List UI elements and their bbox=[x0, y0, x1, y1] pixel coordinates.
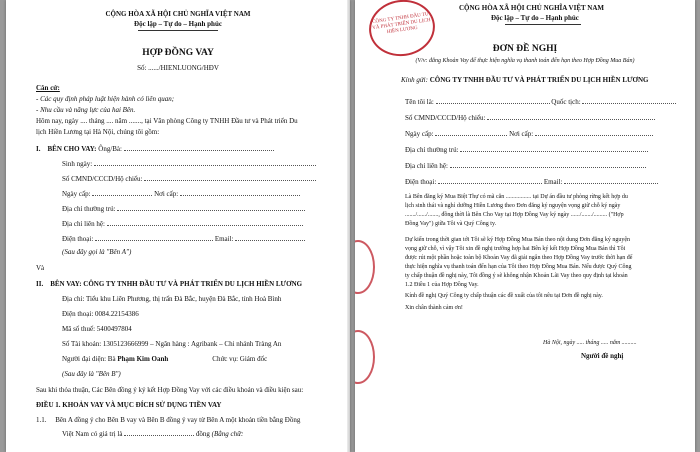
company-stamp: CÔNG TY TNHH ĐẦU TƯ VÀ PHÁT TRIỂN DU LỊCH HIỀN LƯƠNG bbox=[365, 0, 438, 60]
party-b-tax: Mã số thuế: 5400497804 bbox=[62, 325, 132, 333]
motto-underline bbox=[505, 24, 581, 25]
party-a-heading: I. BÊN CHO VAY: Ông/Bà: bbox=[36, 143, 274, 153]
party-a-dob: Sinh ngày: bbox=[62, 158, 316, 168]
motto-underline bbox=[138, 30, 218, 31]
signer-label: Người đề nghị bbox=[581, 352, 624, 360]
party-a-contact: Địa chỉ liên hệ: bbox=[62, 218, 303, 228]
applicant-name: Tên tôi là: Quốc tịch: bbox=[405, 96, 676, 106]
motto: Độc lập – Tự do – Hạnh phúc bbox=[134, 20, 222, 28]
and-label: Và bbox=[36, 264, 45, 272]
party-a-phone: Điện thoại: Email: bbox=[62, 233, 305, 243]
party-a-note: (Sau đây gọi là "Bên A") bbox=[62, 248, 132, 256]
party-a-id: Số CMND/CCCD/Hộ chiếu: bbox=[62, 173, 316, 183]
motto: Độc lập – Tự do – Hạnh phúc bbox=[491, 14, 579, 22]
request-page bbox=[355, 0, 695, 452]
basis-item-1: - Các quy định pháp luật hiện hành có liên quan; bbox=[36, 95, 175, 103]
recipient: Kính gửi: CÔNG TY TNHH ĐẦU TƯ VÀ PHÁT TRIỂN DU LỊCH HIỀN LƯƠNG bbox=[401, 76, 649, 84]
basis-item-2: - Nhu cầu và năng lực của hai Bên. bbox=[36, 106, 136, 114]
thanks-line: Xin chân thành cảm ơn! bbox=[405, 305, 463, 311]
republic-header: CỘNG HÒA XÃ HỘI CHỦ NGHĨA VIỆT NAM bbox=[459, 4, 605, 12]
applicant-id: Số CMND/CCCD/Hộ chiếu: bbox=[405, 112, 655, 122]
party-b-address: Địa chỉ: Tiểu khu Liên Phương, thị trấn Đà Bắc, huyện Đà Bắc, tỉnh Hoà Bình bbox=[62, 295, 282, 303]
applicant-contact: Địa chỉ liên hệ: bbox=[405, 160, 646, 170]
contract-page bbox=[6, 0, 350, 452]
request-subtitle: (V/v: đăng Khoản Vay để thực hiện nghĩa vụ thanh toán đến hạn theo Hợp Đồng Mua Bán) bbox=[415, 58, 635, 64]
applicant-issue: Ngày cấp: Nơi cấp: bbox=[405, 128, 653, 138]
request-title: ĐƠN ĐỀ NGHỊ bbox=[492, 44, 558, 54]
party-b-heading: II. BÊN VAY: CÔNG TY TNHH ĐẦU TƯ VÀ PHÁT TRIỂN DU LỊCH HIỀN LƯƠNG bbox=[36, 280, 303, 288]
paragraph-2: Dự kiến trong thời gian tới Tôi sẽ ký Hợp Đồng Mua Bán theo nội dung Đơn đăng ký nguyện vọng giữ chỗ, vì vậy Tôi xin đề nghị trường hợp hai Bên ký kết Hợp Đồng Mua Bán thì Tôi được rút một phần hoặc toàn bộ Khoản Vay đã giải ngân theo Hợp Đồng Vay trước thời hạn để thực hiện nghĩa vụ thanh toán đến hạn của Tôi theo Hợp Đồng Mua Bán. Nếu được Quý Công ty chấp thuận đề nghị này, Tôi đồng ý sẽ không nhận Khoản Lãi Vay theo quy định tại khoản 1.2 Điều 1 của Hợp Đồng Vay. bbox=[405, 237, 633, 288]
intro-line-1: Hôm nay, ngày .... tháng .... năm ......., tại Văn phòng Công ty TNHH Đầu tư và Phát triển Du bbox=[36, 117, 298, 125]
stamp-fragment bbox=[355, 240, 375, 294]
article-1-heading: ĐIỀU 1. KHOẢN VAY VÀ MỤC ĐÍCH SỬ DỤNG TIỀN VAY bbox=[36, 401, 222, 409]
article-1-1-line-1: 1.1. Bên A đồng ý cho Bên B vay và Bên B đồng ý vay từ Bên A một khoản tiền bằng Đồng bbox=[36, 416, 301, 424]
contract-number: Số: ....../HIENLUONG/HĐV bbox=[137, 64, 219, 72]
date-line: Hà Nội, ngày ..... tháng ..... năm .......... bbox=[543, 340, 637, 346]
intro-line-2: lịch Hiền Lương tại Hà Nội, chúng tôi gồm: bbox=[36, 128, 160, 136]
page-edge bbox=[347, 0, 350, 452]
agreement-line: Sau khi thỏa thuận, Các Bên đồng ý ký kết Hợp Đồng Vay với các điều khoản và điều kiện sau: bbox=[36, 386, 304, 394]
paragraph-3: Kính đề nghị Quý Công ty chấp thuận các đề xuất của tôi nêu tại Đơn đề nghị này. bbox=[405, 293, 603, 299]
party-b-rep: Người đại diện: Bà Phạm Kim Oanh Chức vụ: Giám đốc bbox=[62, 355, 268, 363]
article-1-1-line-2: Việt Nam có giá trị là đồng (Bằng chữ: bbox=[62, 430, 244, 438]
party-b-note: (Sau đây là "Bên B") bbox=[62, 370, 121, 378]
party-b-account: Số Tài khoản: 1305123666999 – Ngân hàng : Agribank – Chi nhánh Tràng An bbox=[62, 340, 282, 348]
paragraph-1: Là Bên đăng ký Mua Biệt Thự có mã căn ................. tại Dự án đầu tư phòng rừng kết hợp du lịch sinh thái và nghỉ dưỡng Hiền Lương theo Đơn đăng ký nguyện vọng giữ chỗ ký ngày ......./....../......., đồng thời là Bên Cho Vay tại Hợp Đồng Vay ký ngày ....../......./......... ("Hợp Đồng Vay") giữa Tôi và Quý Công ty. bbox=[405, 194, 628, 227]
applicant-address: Địa chỉ thường trú: bbox=[405, 144, 648, 154]
contract-title: HỢP ĐỒNG VAY bbox=[142, 48, 214, 58]
party-b-phone: Điện thoại: 0084.22154386 bbox=[62, 310, 139, 318]
party-a-address: Địa chỉ thường trú: bbox=[62, 203, 305, 213]
party-a-issue: Ngày cấp: Nơi cấp: bbox=[62, 188, 300, 198]
applicant-phone: Điện thoại: Email: bbox=[405, 176, 658, 186]
stamp-fragment bbox=[355, 330, 375, 384]
basis-label: Căn cứ: bbox=[36, 84, 60, 92]
republic-header: CỘNG HÒA XÃ HỘI CHỦ NGHĨA VIỆT NAM bbox=[105, 10, 251, 18]
